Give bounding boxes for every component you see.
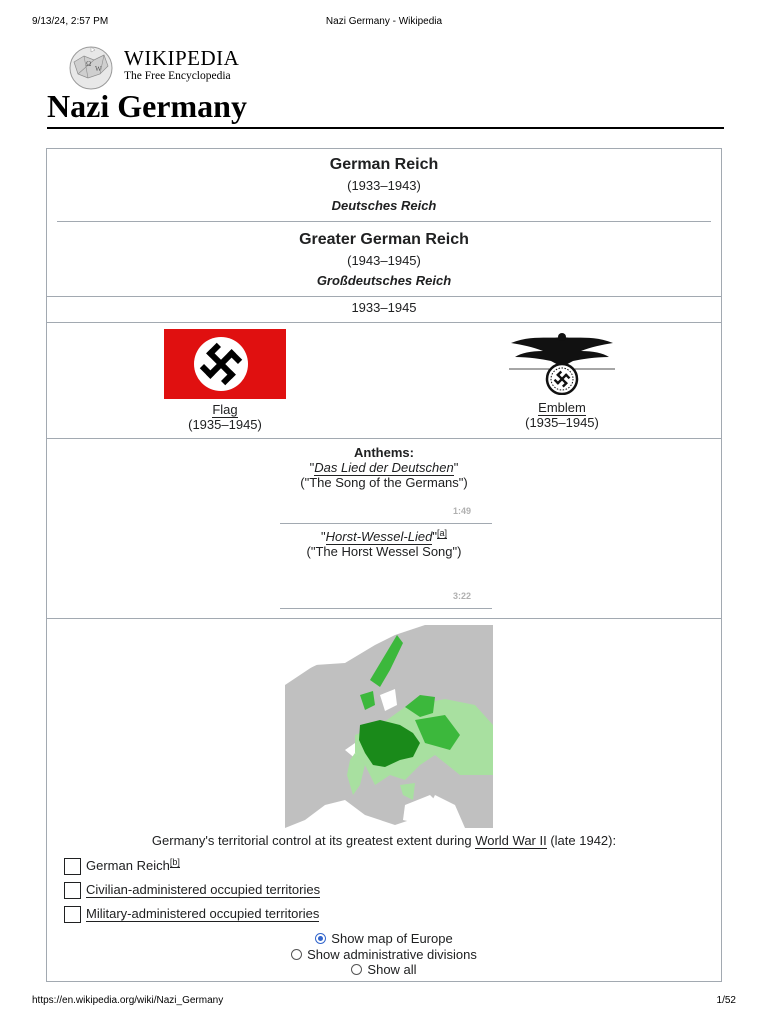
name-years: (1943–1945): [347, 253, 421, 268]
wordmark-tagline: The Free Encyclopedia: [124, 70, 231, 82]
name-block-german-reich: [47, 154, 721, 216]
name-years: (1933–1943): [347, 178, 421, 193]
flag-link[interactable]: Flag: [212, 402, 238, 417]
radio-icon[interactable]: [351, 964, 362, 975]
eagle-emblem-icon[interactable]: [509, 329, 615, 395]
legend-swatch: [64, 858, 81, 875]
anthem-translation: ("The Song of the Germans"): [300, 475, 468, 490]
name-block-greater-german-reich: [47, 229, 721, 291]
legend-swatch: [64, 906, 81, 923]
map-option-divisions[interactable]: [47, 947, 721, 962]
print-header: [0, 16, 768, 30]
flag-caption: [164, 402, 286, 432]
native-name: Großdeutsches Reich: [316, 273, 452, 288]
footnote-a-link[interactable]: [a]: [436, 527, 447, 538]
footnote-b-link[interactable]: [b]: [169, 856, 180, 867]
europe-map[interactable]: [285, 625, 493, 828]
country-name: Greater German Reich: [299, 231, 469, 248]
legend-item-german-reich: [64, 857, 180, 875]
quote-mark: ": [453, 460, 459, 475]
legend-item-military: [64, 905, 319, 923]
page-title: Nazi Germany: [47, 88, 247, 124]
map-option-label: Show map of Europe: [331, 931, 453, 946]
emblem-caption: [502, 400, 622, 430]
emblem-years: (1935–1945): [525, 415, 599, 430]
quote-mark: ": [432, 529, 437, 544]
native-name: Deutsches Reich: [331, 198, 437, 213]
map-caption-text: Germany's territorial control at its greatest extent during: [151, 833, 476, 848]
wordmark-title: WIKIPEDIA: [124, 46, 240, 70]
legend-label: German Reich: [86, 858, 170, 873]
period: 1933–1945: [351, 300, 417, 315]
print-url: https://en.wikipedia.org/wiki/Nazi_Germany: [32, 995, 224, 1006]
anthem-link-das-lied[interactable]: Das Lied der Deutschen: [314, 460, 454, 475]
legend-link-military[interactable]: Military-administered occupied territories: [86, 906, 320, 921]
country-name: German Reich: [329, 156, 439, 173]
legend-item-civilian: [64, 881, 320, 899]
map-option-label: Show all: [367, 962, 417, 977]
anthem-title-line: [47, 460, 721, 475]
emblem-link[interactable]: Emblem: [538, 400, 586, 415]
quote-mark: ": [309, 460, 315, 475]
svg-text:Ω: Ω: [86, 60, 92, 68]
audio-player-track[interactable]: [280, 608, 492, 609]
anthem-title-line: [47, 529, 721, 544]
legend-link-civilian[interactable]: Civilian-administered occupied territories: [86, 882, 321, 897]
period-row: [47, 296, 721, 323]
audio-player-track[interactable]: [280, 523, 492, 524]
wikipedia-globe-icon[interactable]: [64, 44, 118, 90]
name-divider: [57, 221, 711, 222]
wikipedia-wordmark[interactable]: [124, 46, 239, 83]
anthem-link-horst-wessel[interactable]: Horst-Wessel-Lied: [325, 529, 433, 544]
audio-duration: 3:22: [453, 591, 472, 601]
print-datetime: 9/13/24, 2:57 PM: [32, 16, 109, 27]
map-caption-tail: (late 1942):: [546, 833, 617, 848]
title-underline: [47, 127, 724, 129]
radio-icon[interactable]: [291, 949, 302, 960]
world-war-ii-link[interactable]: World War II: [475, 833, 547, 848]
audio-duration: 1:49: [453, 506, 472, 516]
map-option-all[interactable]: [47, 962, 721, 977]
flag-years: (1935–1945): [188, 417, 262, 432]
anthems-heading: Anthems:: [354, 445, 414, 460]
map-caption: [47, 833, 721, 848]
anthem-translation: ("The Horst Wessel Song"): [306, 544, 462, 559]
print-doc-title: Nazi Germany - Wikipedia: [325, 16, 443, 27]
anthem-block-second: [47, 529, 721, 559]
anthems-block: [47, 445, 721, 490]
infobox: [46, 148, 722, 982]
map-option-europe[interactable]: [47, 931, 721, 946]
svg-text:W: W: [95, 65, 102, 73]
map-option-label: Show administrative divisions: [307, 947, 477, 962]
print-page-number: 1/52: [716, 995, 736, 1006]
quote-mark: ": [321, 529, 326, 544]
radio-selected-icon[interactable]: [315, 933, 326, 944]
legend-swatch: [64, 882, 81, 899]
print-footer: [0, 995, 768, 1009]
flag-image[interactable]: [164, 329, 286, 399]
